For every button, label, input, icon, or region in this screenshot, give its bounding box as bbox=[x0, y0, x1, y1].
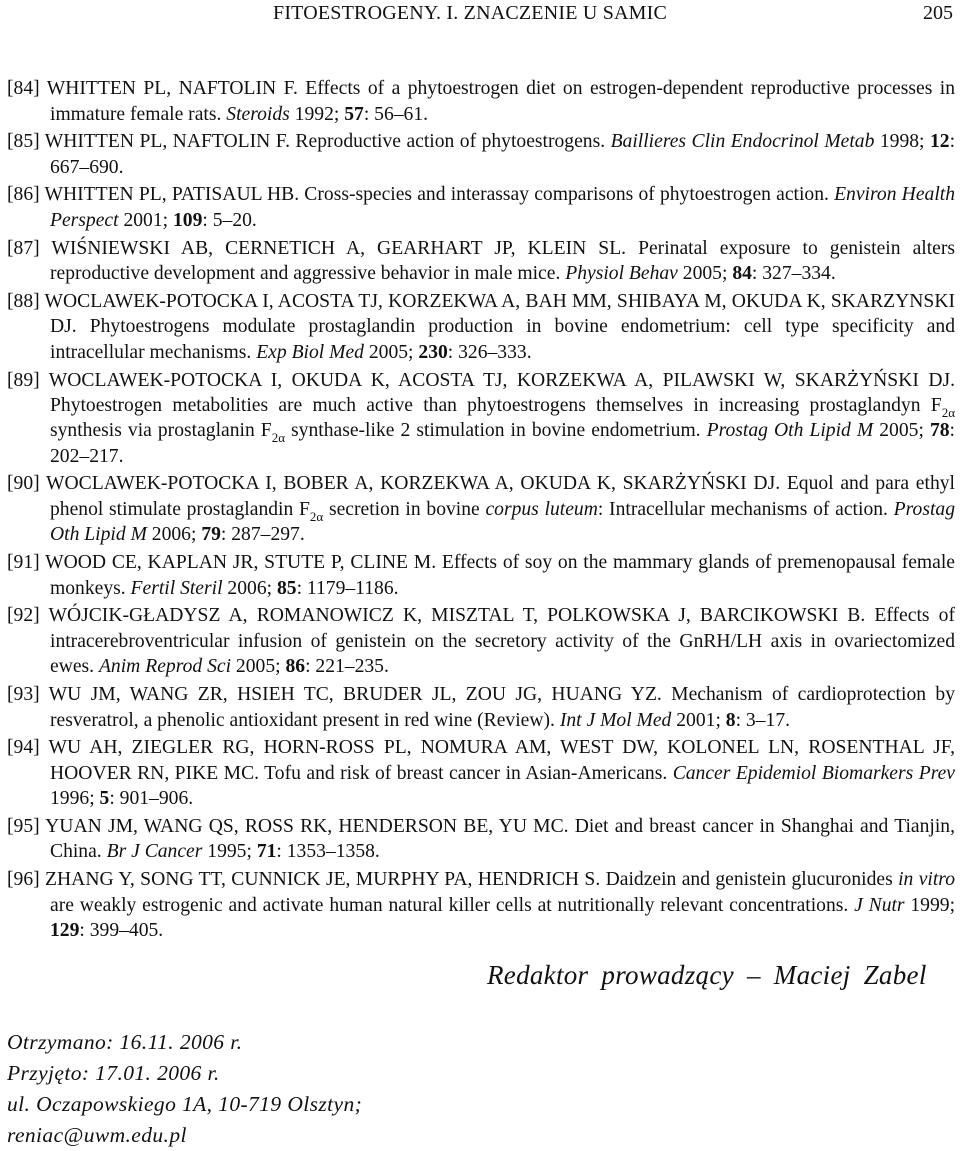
reference-item bbox=[7, 182, 955, 233]
reference-italic-text: Int J Mol Med bbox=[559, 709, 672, 731]
reference-text: : 5–20. bbox=[202, 209, 257, 231]
reference-text: : 327–334. bbox=[751, 263, 836, 285]
reference-text: WOOD CE, KAPLAN JR, STUTE P, CLINE M. Effects of soy on the mammary glands of premenopausal female monkeys. bbox=[45, 551, 955, 599]
reference-number: [86] bbox=[7, 184, 40, 206]
reference-subscript: 2α bbox=[941, 404, 955, 420]
reference-italic-text: Cancer Epidemiol Biomarkers Prev bbox=[672, 762, 955, 784]
reference-number: [87] bbox=[7, 237, 40, 259]
reference-number: [93] bbox=[7, 683, 40, 705]
reference-item bbox=[7, 814, 955, 865]
reference-text: : 326–333. bbox=[447, 341, 532, 363]
reference-italic-text: corpus luteum bbox=[485, 498, 598, 520]
reference-text: 1999; bbox=[904, 894, 956, 916]
reference-italic-text: Prostag Oth Lipid M bbox=[50, 498, 955, 546]
reference-text: : 202–217. bbox=[50, 420, 955, 467]
editor-line: Redaktor prowadzący – Maciej Zabel bbox=[487, 960, 927, 990]
received-date: Otrzymano: 16.11. 2006 r. bbox=[7, 1030, 243, 1054]
reference-text: 2006; bbox=[222, 577, 277, 599]
reference-text: 2005; bbox=[363, 341, 419, 363]
reference-item bbox=[7, 129, 955, 180]
reference-text: 2006; bbox=[146, 524, 202, 546]
reference-volume: 129 bbox=[50, 920, 80, 942]
reference-number: [90] bbox=[7, 473, 40, 495]
reference-italic-text: Steroids bbox=[226, 103, 290, 125]
email-address[interactable]: reniac@uwm.edu.pl bbox=[7, 1123, 187, 1147]
reference-item bbox=[7, 76, 955, 127]
reference-text: synthase-like 2 stimulation in bovine endometrium. bbox=[285, 420, 707, 442]
reference-item bbox=[7, 550, 955, 601]
address: ul. Oczapowskiego 1A, 10-719 Olsztyn; bbox=[7, 1092, 363, 1116]
reference-text: WOCLAWEK-POTOCKA I, ACOSTA TJ, KORZEKWA A, BAH MM, SHIBAYA M, OKUDA K, SKARZYNSKI DJ. Phytoestrogens modulate prostaglandin production in bovine endometrium: cell type specificity and intracellular mechanisms. bbox=[44, 290, 955, 363]
reference-text: : 287–297. bbox=[220, 524, 305, 546]
reference-text: : 1353–1358. bbox=[276, 841, 380, 863]
reference-text: 1996; bbox=[50, 788, 100, 810]
reference-number: [88] bbox=[7, 290, 40, 312]
reference-item bbox=[7, 236, 955, 287]
reference-text: 1995; bbox=[202, 841, 257, 863]
reference-number: [94] bbox=[7, 737, 40, 759]
reference-text: 2005; bbox=[873, 420, 930, 442]
reference-number: [92] bbox=[7, 605, 40, 627]
reference-text: 2001; bbox=[671, 709, 726, 731]
reference-italic-text: Br J Cancer bbox=[106, 841, 203, 863]
reference-number: [89] bbox=[7, 369, 40, 391]
running-title: FITOESTROGENY. I. ZNACZENIE U SAMIC bbox=[273, 2, 668, 24]
reference-italic-text: Physiol Behav bbox=[565, 263, 678, 285]
reference-text: 1998; bbox=[874, 131, 930, 153]
reference-text: WHITTEN PL, PATISAUL HB. Cross-species and interassay comparisons of phytoestrogen action. bbox=[44, 184, 835, 206]
reference-number: [91] bbox=[7, 551, 40, 573]
reference-text: WU JM, WANG ZR, HSIEH TC, BRUDER JL, ZOU JG, HUANG YZ. Mechanism of cardioprotection by resveratrol, a phenolic antioxidant present in red wine (Review). bbox=[48, 683, 955, 731]
reference-italic-text: Prostag Oth Lipid M bbox=[706, 420, 874, 442]
reference-text: YUAN JM, WANG QS, ROSS RK, HENDERSON BE, YU MC. Diet and breast cancer in Shanghai and Tianjin, China. bbox=[45, 815, 955, 863]
reference-subscript: 2α bbox=[271, 430, 285, 446]
running-header bbox=[0, 0, 960, 28]
reference-italic-text: in vitro bbox=[898, 869, 955, 891]
reference-item bbox=[7, 603, 955, 680]
reference-volume: 84 bbox=[732, 263, 752, 285]
accepted-date: Przyjęto: 17.01. 2006 r. bbox=[7, 1061, 220, 1085]
reference-text: WHITTEN PL, NAFTOLIN F. Reproductive action of phytoestrogens. bbox=[44, 131, 611, 153]
reference-item bbox=[7, 735, 955, 812]
reference-number: [84] bbox=[7, 78, 40, 99]
reference-text: WU AH, ZIEGLER RG, HORN-ROSS PL, NOMURA AM, WEST DW, KOLONEL LN, ROSENTHAL JF, HOOVER RN, PIKE MC. Tofu and risk of breast cancer in Asian-Americans. bbox=[48, 737, 955, 784]
reference-italic-text: J Nutr bbox=[854, 894, 905, 916]
reference-item bbox=[7, 368, 955, 470]
reference-volume: 109 bbox=[173, 209, 203, 231]
reference-text: : 667–690. bbox=[50, 131, 956, 178]
reference-volume: 71 bbox=[256, 841, 277, 863]
reference-volume: 12 bbox=[929, 131, 950, 153]
reference-list bbox=[7, 76, 955, 946]
reference-text: : 399–405. bbox=[79, 920, 164, 942]
page-number: 205 bbox=[923, 2, 953, 24]
reference-text: WOCLAWEK-POTOCKA I, BOBER A, KORZEKWA A, OKUDA K, SKARŻYŃSKI DJ. Equol and para ethyl phenol stimulate prostaglandin F bbox=[46, 473, 955, 520]
reference-italic-text: Exp Biol Med bbox=[256, 341, 364, 363]
reference-item bbox=[7, 867, 955, 944]
reference-volume: 78 bbox=[929, 420, 950, 442]
reference-text: WOCLAWEK-POTOCKA I, OKUDA K, ACOSTA TJ, KORZEKWA A, PILAWSKI W, SKARŻYŃSKI DJ. Phytoestrogen metabolities are much active than phytoestrogens themselves in increasing prostaglandyn F bbox=[48, 369, 956, 416]
reference-text: secretion in bovine bbox=[323, 498, 486, 520]
reference-text: WHITTEN PL, NAFTOLIN F. Effects of a phytoestrogen diet on estrogen-dependent reproductive processes in immature female rats. bbox=[46, 78, 955, 125]
reference-volume: 8 bbox=[725, 709, 736, 731]
reference-number: [95] bbox=[7, 815, 40, 837]
reference-text: : 221–235. bbox=[305, 656, 389, 678]
reference-volume: 85 bbox=[276, 577, 297, 599]
reference-item bbox=[7, 682, 955, 733]
reference-text: WÓJCIK-GŁADYSZ A, ROMANOWICZ K, MISZTAL T, POLKOWSKA J, BARCIKOWSKI B. Effects of intracerebroventricular infusion of genistein on the secretory activity of the GnRH/LH axis in ovariectomized ewes. bbox=[48, 605, 955, 678]
reference-text: 1992; bbox=[289, 103, 345, 125]
reference-italic-text: Anim Reprod Sci bbox=[98, 656, 232, 678]
reference-text: ZHANG Y, SONG TT, CUNNICK JE, MURPHY PA, HENDRICH S. Daidzein and genistein glucuronides bbox=[45, 869, 899, 891]
reference-text: : 901–906. bbox=[109, 788, 194, 810]
reference-text: WIŚNIEWSKI AB, CERNETICH A, GEARHART JP, KLEIN SL. Perinatal exposure to genistein alters reproductive development and aggressive behavior in male mice. bbox=[50, 237, 956, 285]
reference-number: [96] bbox=[7, 869, 40, 891]
reference-text: : 56–61. bbox=[363, 103, 429, 125]
reference-text: 2005; bbox=[231, 656, 286, 678]
reference-text: are weakly estrogenic and activate human natural killer cells at nutritionally relevant concentrations. bbox=[50, 894, 855, 916]
reference-number: [85] bbox=[7, 131, 40, 153]
reference-italic-text: Environ Health Perspect bbox=[50, 184, 955, 231]
reference-italic-text: Baillieres Clin Endocrinol Metab bbox=[610, 131, 875, 153]
reference-volume: 79 bbox=[201, 524, 221, 546]
reference-italic-text: Fertil Steril bbox=[130, 577, 223, 599]
reference-text: 2001; bbox=[118, 209, 173, 231]
reference-item bbox=[7, 289, 955, 366]
reference-subscript: 2α bbox=[309, 508, 324, 524]
reference-text: synthesis via prostaglanin F bbox=[50, 420, 272, 442]
reference-item bbox=[7, 471, 955, 548]
reference-text: : 3–17. bbox=[735, 709, 791, 731]
reference-text: : 1179–1186. bbox=[296, 577, 399, 599]
reference-text: 2005; bbox=[677, 263, 733, 285]
reference-volume: 86 bbox=[285, 656, 306, 678]
reference-volume: 57 bbox=[344, 103, 364, 125]
reference-volume: 5 bbox=[99, 788, 110, 810]
reference-text: : Intracellular mechanisms of action. bbox=[597, 498, 894, 520]
reference-volume: 230 bbox=[418, 341, 448, 363]
correspondence-block bbox=[7, 1027, 362, 1151]
